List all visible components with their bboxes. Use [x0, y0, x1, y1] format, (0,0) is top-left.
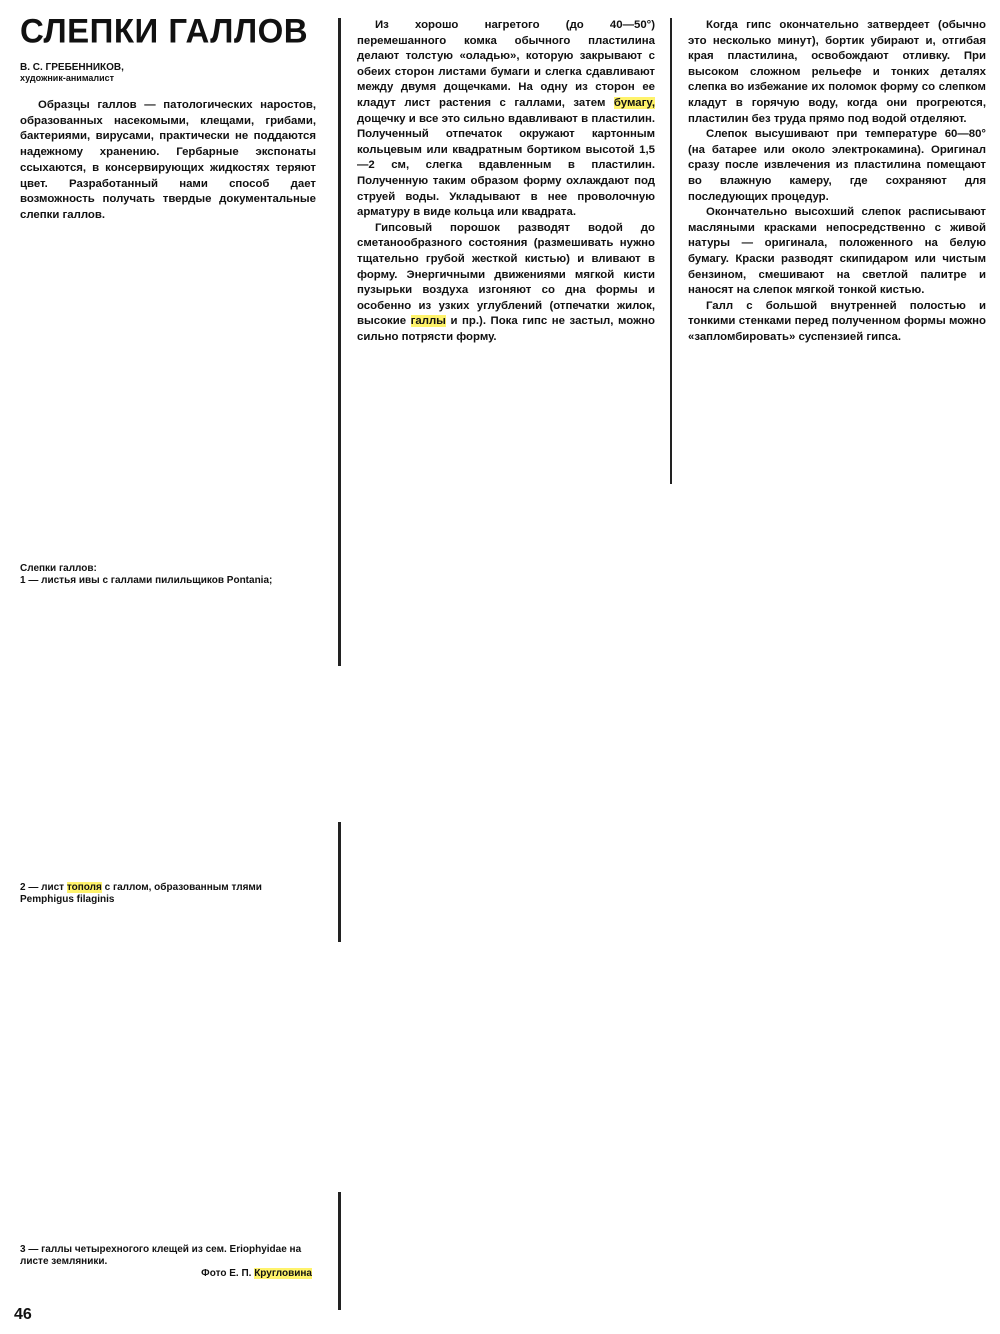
paragraph: Когда гипс окончательно затвердеет (обычно это несколько минут), бортик убирают и, отгибая края пластилина, освобождают отливку. При высоком сложном рельефе и тонких деталях слепка во избежание их поломок форму со слепком кладут в горячую воду, когда они прогреются, пластилин без труда прямо под водой отделяют.: [688, 19, 986, 125]
author-block: [20, 62, 320, 84]
text-run: Из хорошо нагретого (до 40—50°) перемешанного комка обычного пластилина делают толстую «оладью», которую закрывают с обеих сторон листами бумаги и слегка сдавливают между двумя дощечками. На одну из сторон ее кладут лист растения с галлами, затем: [357, 19, 655, 109]
caption-figure-1: [20, 563, 316, 587]
caption-text-end: с галлом, образованным тлями Pemphigus filaginis: [20, 882, 262, 905]
caption-heading: Слепки галлов:: [20, 563, 97, 574]
paragraph: Окончательно высохший слепок расписывают масляными красками непосредственно с живой натуры — оригинала, положенного на белую бумагу. Краски разводят скипидаром или чистым бензином, смешивают на светлой палитре и наносят на слепок мягкой тонкой кистью.: [688, 206, 986, 297]
page-number: 46: [14, 1306, 32, 1323]
caption-figure-2: [20, 882, 316, 906]
text-column-2: [357, 18, 655, 345]
caption-text-start: 2 — лист: [20, 882, 67, 893]
text-run: и пр.). Пока гипс не застыл, можно сильно потрясти форму.: [357, 315, 655, 343]
paragraph: [357, 221, 655, 346]
paragraph: [357, 18, 655, 221]
highlighted-word: тополя: [66, 882, 102, 893]
author-name: В. С. ГРЕБЕННИКОВ,: [20, 62, 124, 73]
photo-credit: [20, 1268, 316, 1280]
text-run: дощечку и все это сильно вдавливают в пластилин. Полученный отпечаток окружают картонным кольцевым или квадратным бортиком высотой 1,5—2 см, слегка вдавленным в пластилин. Полученную таким образом форму охлаждают под струей воды. Укладывают в нее проволочную арматуру в виде кольца или квадрата.: [357, 112, 655, 219]
highlighted-word: Кругловина: [254, 1268, 312, 1279]
column-divider: [338, 822, 341, 942]
caption-figure-3: [20, 1244, 316, 1280]
column-divider: [338, 1192, 341, 1310]
column-divider: [338, 18, 341, 666]
caption-text: 3 — галлы четырехногого клещей из сем. Eriophyidae на листе земляники.: [20, 1244, 302, 1267]
highlighted-word: галлы: [410, 315, 446, 328]
highlighted-word: бумагу,: [613, 96, 655, 109]
paragraph: Галл с большой внутренней полостью и тонкими стенками перед полученном формы можно «запломбировать» суспензией гипса.: [688, 299, 986, 343]
text-column-3: [688, 18, 986, 345]
photo-credit-label: Фото Е. П.: [201, 1268, 255, 1279]
column-divider: [670, 18, 672, 484]
text-run: Гипсовый порошок разводят водой до сметанообразного состояния (размешивать нужно тщательно грубой жесткой кистью) и вливают в форму. Энергичными движениями мягкой кисти пузырьки воздуха изгоняют со дна формы и особенно из узких углублений (отпечатки жилок, высокие: [357, 221, 655, 328]
paragraph: Слепок высушивают при температуре 60—80° (на батарее или около электрокамина). Оригинал сразу после извлечения из пластилина помещают во влажную камеру, где сохраняют для последующих процедур.: [688, 128, 986, 203]
author-role: художник-анималист: [20, 73, 115, 83]
article-title: СЛЕПКИ ГАЛЛОВ: [20, 11, 309, 50]
article-intro: Образцы галлов — патологических наростов, образованных насекомыми, клещами, грибами, бактериями, вирусами, практически не поддаются надежному хранению. Гербарные экспонаты ссыхаются, в консервирующих жидкостях теряют цвет. Разработанный нами способ дает возможность получать твердые документальные слепки галлов.: [20, 99, 316, 221]
caption-text: 1 — листья ивы с галлами пилильщиков Pontania;: [20, 575, 273, 586]
